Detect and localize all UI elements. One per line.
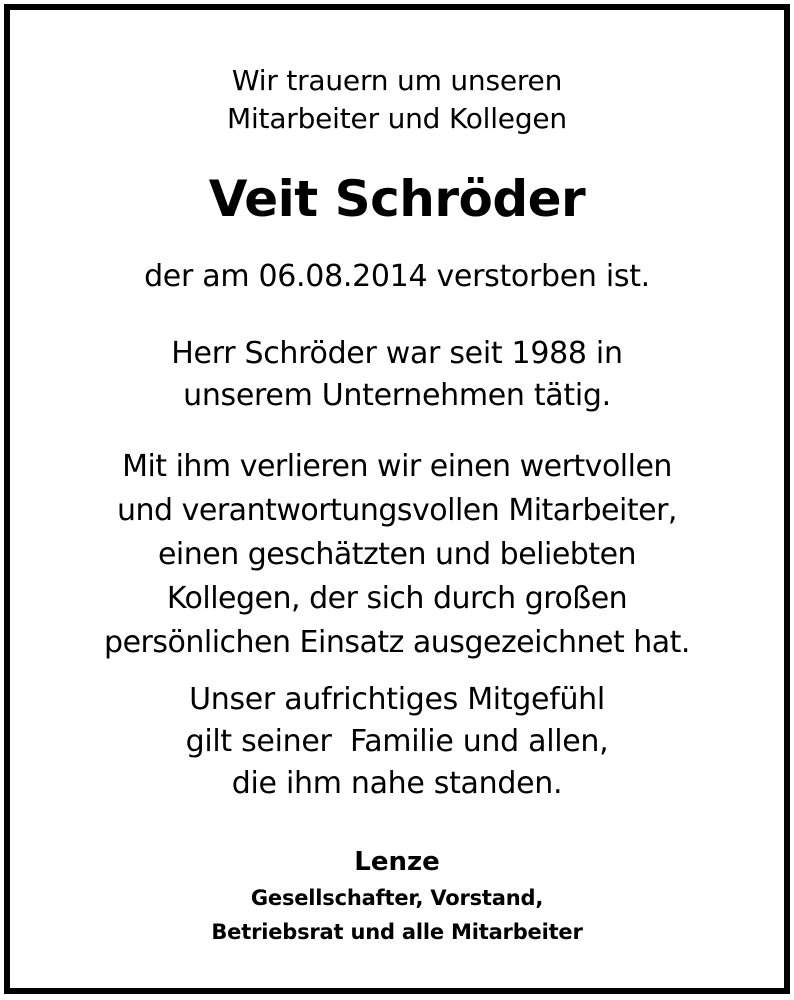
signers (10, 881, 784, 949)
condolence-line: die ihm nahe standen. (231, 766, 563, 801)
deceased-name: Veit Schröder (208, 170, 586, 228)
company-name: Lenze (354, 847, 440, 877)
signer-line: Betriebsrat und alle Mitarbeiter (211, 920, 583, 944)
tribute-line: und verantwortungsvollen Mitarbeiter, (117, 493, 677, 528)
tribute-line: Kollegen, der sich durch großen (166, 581, 628, 616)
intro-text (10, 62, 784, 138)
employment-line: Herr Schröder war seit 1988 in (171, 336, 623, 371)
tribute-line: einen geschätzten und beliebten (157, 537, 637, 572)
condolence-paragraph (10, 679, 784, 805)
employment-line: unserem Unternehmen tätig. (183, 378, 611, 413)
tribute-line: persönlichen Einsatz ausgezeichnet hat. (104, 625, 690, 660)
notice-border (4, 4, 790, 994)
intro-line: Wir trauern um unseren (231, 64, 563, 97)
tribute-paragraph (10, 445, 784, 665)
condolence-line: Unser aufrichtiges Mitgefühl (189, 682, 605, 717)
tribute-line: Mit ihm verlieren wir einen wertvollen (122, 449, 672, 484)
employment-paragraph (10, 333, 784, 417)
death-date-line: der am 06.08.2014 verstorben ist. (144, 259, 650, 294)
intro-line: Mitarbeiter und Kollegen (227, 102, 567, 135)
signer-line: Gesellschafter, Vorstand, (250, 886, 544, 910)
condolence-line: gilt seiner Familie und allen, (185, 724, 609, 759)
